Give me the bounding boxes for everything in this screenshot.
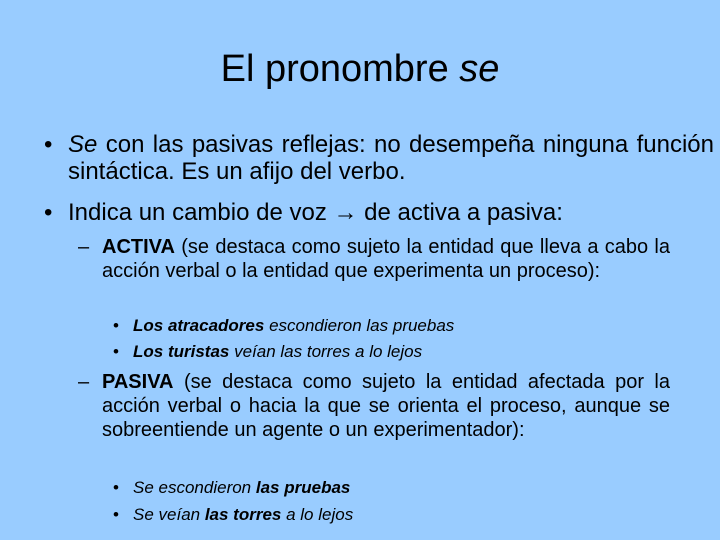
- bullet-icon: •: [113, 342, 119, 361]
- example-text: [133, 478, 693, 498]
- subpoint-text: [102, 235, 670, 283]
- pasiva-description: (se destaca como sujeto la entidad afectada por la acción verbal o hacia la que se orienta el proceso, aunque se sobreentiende un agente o un experimentador):: [102, 371, 670, 441]
- activa-label: ACTIVA: [102, 236, 175, 258]
- example-text: [133, 316, 693, 336]
- dash-icon: –: [78, 371, 90, 393]
- example-rest: escondieron las pruebas: [264, 316, 455, 335]
- example-rest: a lo lejos: [281, 505, 354, 524]
- point-body: Indica un cambio de voz → de activa a pasiva:: [68, 199, 563, 226]
- subpoint-text: [102, 370, 670, 442]
- example-pre: Se veían: [133, 505, 205, 524]
- example-bold: Los atracadores: [133, 316, 265, 335]
- point-body: con las pasivas reflejas: no desempeña ninguna función sintáctica. Es un afijo del verbo.: [68, 131, 714, 185]
- title-main-text: El pronombre: [220, 48, 460, 90]
- slide-title: [0, 46, 720, 92]
- example-rest: veían las torres a lo lejos: [229, 342, 423, 361]
- bullet-icon: •: [44, 131, 53, 158]
- title-italic-text: se: [459, 48, 500, 90]
- example-pre: Se escondieron: [133, 478, 256, 497]
- point-italic-word: Se: [68, 131, 98, 158]
- activa-description: (se destaca como sujeto la entidad que lleva a cabo la acción verbal o la entidad que experimenta un proceso):: [102, 236, 670, 282]
- example-bold: Los turistas: [133, 342, 230, 361]
- bullet-icon: •: [44, 199, 53, 226]
- bullet-icon: •: [113, 316, 119, 335]
- pasiva-label: PASIVA: [102, 371, 174, 393]
- example-bold: las pruebas: [255, 478, 351, 497]
- point-text: [68, 131, 714, 185]
- example-text: [133, 505, 693, 525]
- bullet-icon: •: [113, 505, 119, 524]
- example-bold: las torres: [204, 505, 282, 524]
- example-text: [133, 342, 693, 362]
- bullet-icon: •: [113, 478, 119, 497]
- dash-icon: –: [78, 236, 90, 258]
